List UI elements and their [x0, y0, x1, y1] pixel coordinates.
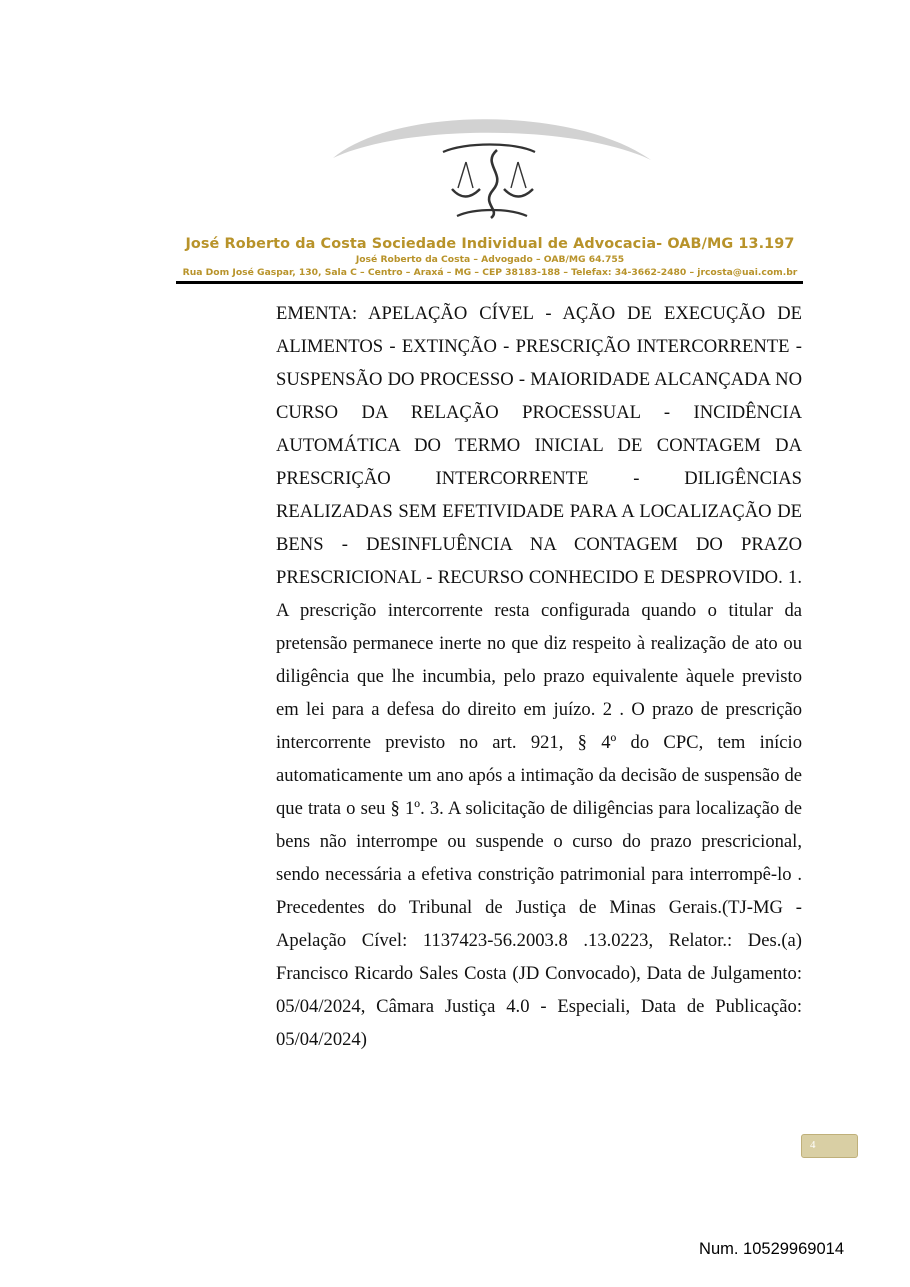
document-number: Num. 10529969014 [699, 1240, 844, 1258]
jurisprudence-quote: EMENTA: APELAÇÃO CÍVEL - AÇÃO DE EXECUÇÃO DE ALIMENTOS - EXTINÇÃO - PRESCRIÇÃO INTERCORRENTE - SUSPENSÃO DO PROCESSO - MAIORIDADE ALCANÇADA NO CURSO DA RELAÇÃO PROCESSUAL - INCIDÊNCIA AUTOMÁTICA DO TERMO INICIAL DE CONTAGEM DA PRESCRIÇÃO INTERCORRENTE - DILIGÊNCIAS REALIZADAS SEM EFETIVIDADE PARA A LOCALIZAÇÃO DE BENS - DESINFLUÊNCIA NA CONTAGEM DO PRAZO PRESCRICIONAL - RECURSO CONHECIDO E DESPROVIDO. 1. A prescrição intercorrente resta configurada quando o titular da pretensão permanece inerte no que diz respeito à realização de ato ou diligência que lhe incumbia, pelo prazo equivalente àquele previsto em lei para a defesa do direito em juízo. 2 . O prazo de prescrição intercorrente previsto no art. 921, § 4º do CPC, tem início automaticamente um ano após a intimação da decisão de suspensão de que trata o seu § 1º. 3. A solicitação de diligências para localização de bens não interrompe ou suspende o curso do prazo prescricional, sendo necessária a efetiva constrição patrimonial para interrompê-lo . Precedentes do Tribunal de Justiça de Minas Gerais.(TJ-MG - Apelação Cível: 1137423-56.2003.8 .13.0223, Relator.: Des.(a) Francisco Ricardo Sales Costa (JD Convocado), Data de Julgamento: 05/04/2024, Câmara Justiça 4.0 - Especiali, Data de Publicação: 05/04/2024) [276, 303, 802, 1050]
letterhead-subtitle: José Roberto da Costa – Advogado – OAB/MG 64.755 [355, 254, 625, 265]
scales-of-justice-icon [325, 112, 655, 232]
page-number-badge [801, 1134, 858, 1158]
letterhead-title: José Roberto da Costa Sociedade Individual de Advocacia- OAB/MG 13.197 [185, 236, 795, 252]
page-number: 4 [810, 1139, 816, 1151]
letterhead-address: Rua Dom José Gaspar, 130, Sala C – Centro – Araxá – MG – CEP 38183-188 – Telefax: 34-3662-2480 – jrcosta@uai.com.br [182, 267, 798, 278]
header-divider [176, 281, 803, 284]
